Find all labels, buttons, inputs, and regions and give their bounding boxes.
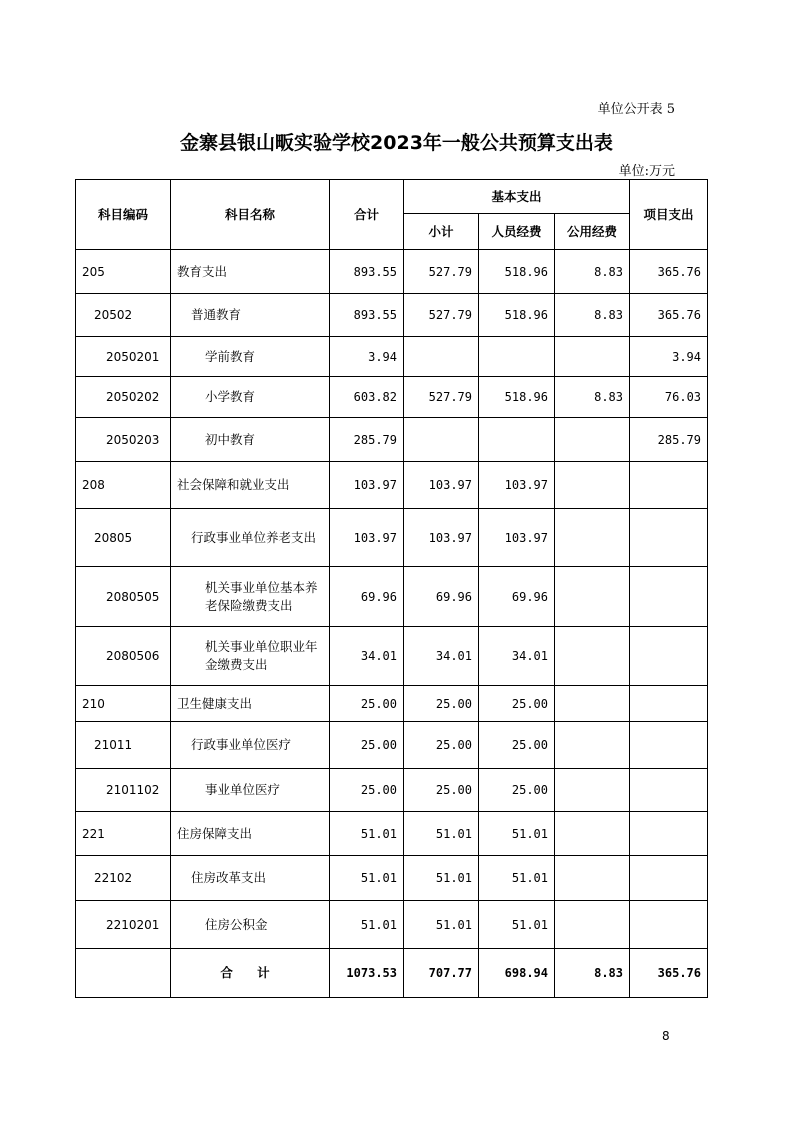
cell-total: 34.01 <box>330 627 404 686</box>
table-row <box>76 462 708 509</box>
cell-subtotal: 51.01 <box>404 812 479 856</box>
cell-project: 3.94 <box>630 337 708 377</box>
cell-code: 208 <box>76 462 171 509</box>
header-basic: 基本支出 <box>404 180 630 214</box>
cell-total: 25.00 <box>330 769 404 812</box>
cell-subtotal: 69.96 <box>404 567 479 627</box>
cell-subtotal: 25.00 <box>404 769 479 812</box>
cell-subtotal: 25.00 <box>404 686 479 722</box>
cell-project: 365.76 <box>630 294 708 337</box>
cell-total: 3.94 <box>330 337 404 377</box>
cell-public: 8.83 <box>555 250 630 294</box>
cell-subtotal: 25.00 <box>404 722 479 769</box>
cell-total: 69.96 <box>330 567 404 627</box>
table-number-label: 单位公开表 5 <box>597 102 675 117</box>
cell-public <box>555 722 630 769</box>
cell-project: 285.79 <box>630 418 708 462</box>
header-project: 项目支出 <box>630 180 708 250</box>
cell-personnel <box>479 418 555 462</box>
cell-public: 8.83 <box>555 377 630 418</box>
cell-public: 8.83 <box>555 294 630 337</box>
cell-name: 小学教育 <box>171 377 330 418</box>
cell-personnel: 103.97 <box>479 509 555 567</box>
cell-subtotal: 51.01 <box>404 901 479 949</box>
cell-personnel: 51.01 <box>479 856 555 901</box>
cell-name: 事业单位医疗 <box>171 769 330 812</box>
cell-total: 51.01 <box>330 856 404 901</box>
table-row <box>76 627 708 686</box>
header-code: 科目编码 <box>76 180 171 250</box>
cell-total: 51.01 <box>330 812 404 856</box>
cell-public <box>555 509 630 567</box>
cell-code: 2101102 <box>76 769 171 812</box>
cell-public <box>555 337 630 377</box>
cell-total: 285.79 <box>330 418 404 462</box>
cell-personnel: 518.96 <box>479 377 555 418</box>
cell-subtotal: 527.79 <box>404 294 479 337</box>
cell-personnel: 51.01 <box>479 901 555 949</box>
cell-personnel: 25.00 <box>479 686 555 722</box>
cell-project <box>630 812 708 856</box>
cell-public <box>555 567 630 627</box>
cell-project <box>630 901 708 949</box>
cell-total: 25.00 <box>330 686 404 722</box>
cell-public <box>555 418 630 462</box>
cell-project <box>630 722 708 769</box>
unit-label: 单位:万元 <box>618 164 675 179</box>
header-total: 合计 <box>330 180 404 250</box>
cell-code: 210 <box>76 686 171 722</box>
cell-code: 221 <box>76 812 171 856</box>
cell-personnel <box>479 337 555 377</box>
budget-table <box>75 179 708 998</box>
table-row <box>76 901 708 949</box>
header-subtotal: 小计 <box>404 214 479 250</box>
header-public: 公用经费 <box>555 214 630 250</box>
cell-total: 893.55 <box>330 294 404 337</box>
cell-total: 603.82 <box>330 377 404 418</box>
cell-public <box>555 901 630 949</box>
cell-personnel: 518.96 <box>479 294 555 337</box>
total-row <box>76 949 708 998</box>
cell-code: 205 <box>76 250 171 294</box>
cell-name: 机关事业单位基本养老保险缴费支出 <box>171 567 330 627</box>
cell-total: 893.55 <box>330 250 404 294</box>
cell-public <box>555 812 630 856</box>
cell-subtotal: 103.97 <box>404 509 479 567</box>
table-row <box>76 769 708 812</box>
cell-code: 20805 <box>76 509 171 567</box>
cell-total: 51.01 <box>330 901 404 949</box>
cell-project <box>630 627 708 686</box>
cell-public: 8.83 <box>555 949 630 998</box>
cell-public <box>555 462 630 509</box>
cell-subtotal: 51.01 <box>404 856 479 901</box>
cell-name: 普通教育 <box>171 294 330 337</box>
cell-subtotal: 707.77 <box>404 949 479 998</box>
cell-project <box>630 769 708 812</box>
table-row <box>76 686 708 722</box>
cell-code: 2080505 <box>76 567 171 627</box>
cell-name: 卫生健康支出 <box>171 686 330 722</box>
cell-subtotal <box>404 337 479 377</box>
page-number: 8 <box>662 1029 670 1043</box>
cell-name: 教育支出 <box>171 250 330 294</box>
table-row <box>76 812 708 856</box>
table-row <box>76 337 708 377</box>
header-personnel: 人员经费 <box>479 214 555 250</box>
cell-subtotal <box>404 418 479 462</box>
cell-public <box>555 627 630 686</box>
cell-personnel: 34.01 <box>479 627 555 686</box>
cell-code: 2080506 <box>76 627 171 686</box>
cell-personnel: 518.96 <box>479 250 555 294</box>
cell-total: 25.00 <box>330 722 404 769</box>
cell-code: 2210201 <box>76 901 171 949</box>
cell-personnel: 69.96 <box>479 567 555 627</box>
header-name: 科目名称 <box>171 180 330 250</box>
cell-project <box>630 462 708 509</box>
cell-public <box>555 856 630 901</box>
cell-name: 住房公积金 <box>171 901 330 949</box>
cell-name: 住房改革支出 <box>171 856 330 901</box>
cell-personnel: 25.00 <box>479 722 555 769</box>
table-row <box>76 509 708 567</box>
table-row <box>76 250 708 294</box>
cell-code: 2050203 <box>76 418 171 462</box>
cell-project <box>630 509 708 567</box>
cell-name: 行政事业单位医疗 <box>171 722 330 769</box>
page-title: 金寨县银山畈实验学校2023年一般公共预算支出表 <box>180 132 613 154</box>
table-row <box>76 377 708 418</box>
cell-project: 365.76 <box>630 949 708 998</box>
cell-code: 22102 <box>76 856 171 901</box>
cell-code: 20502 <box>76 294 171 337</box>
cell-subtotal: 527.79 <box>404 250 479 294</box>
cell-subtotal: 103.97 <box>404 462 479 509</box>
cell-total: 103.97 <box>330 509 404 567</box>
cell-code: 2050201 <box>76 337 171 377</box>
cell-code: 2050202 <box>76 377 171 418</box>
cell-name: 学前教育 <box>171 337 330 377</box>
cell-subtotal: 34.01 <box>404 627 479 686</box>
cell-personnel: 25.00 <box>479 769 555 812</box>
cell-personnel: 698.94 <box>479 949 555 998</box>
table-row <box>76 567 708 627</box>
cell-project <box>630 567 708 627</box>
cell-project <box>630 856 708 901</box>
cell-total: 1073.53 <box>330 949 404 998</box>
cell-public <box>555 769 630 812</box>
cell-name: 住房保障支出 <box>171 812 330 856</box>
cell-project: 76.03 <box>630 377 708 418</box>
cell-name: 机关事业单位职业年金缴费支出 <box>171 627 330 686</box>
cell-name: 行政事业单位养老支出 <box>171 509 330 567</box>
cell-personnel: 51.01 <box>479 812 555 856</box>
cell-name: 初中教育 <box>171 418 330 462</box>
cell-subtotal: 527.79 <box>404 377 479 418</box>
table-row <box>76 856 708 901</box>
table-row <box>76 294 708 337</box>
cell-total: 103.97 <box>330 462 404 509</box>
table-row <box>76 418 708 462</box>
cell-public <box>555 686 630 722</box>
table-row <box>76 722 708 769</box>
cell-personnel: 103.97 <box>479 462 555 509</box>
cell-name: 社会保障和就业支出 <box>171 462 330 509</box>
total-label: 合 计 <box>171 949 330 998</box>
cell-project: 365.76 <box>630 250 708 294</box>
cell-code-empty <box>76 949 171 998</box>
cell-code: 21011 <box>76 722 171 769</box>
cell-project <box>630 686 708 722</box>
